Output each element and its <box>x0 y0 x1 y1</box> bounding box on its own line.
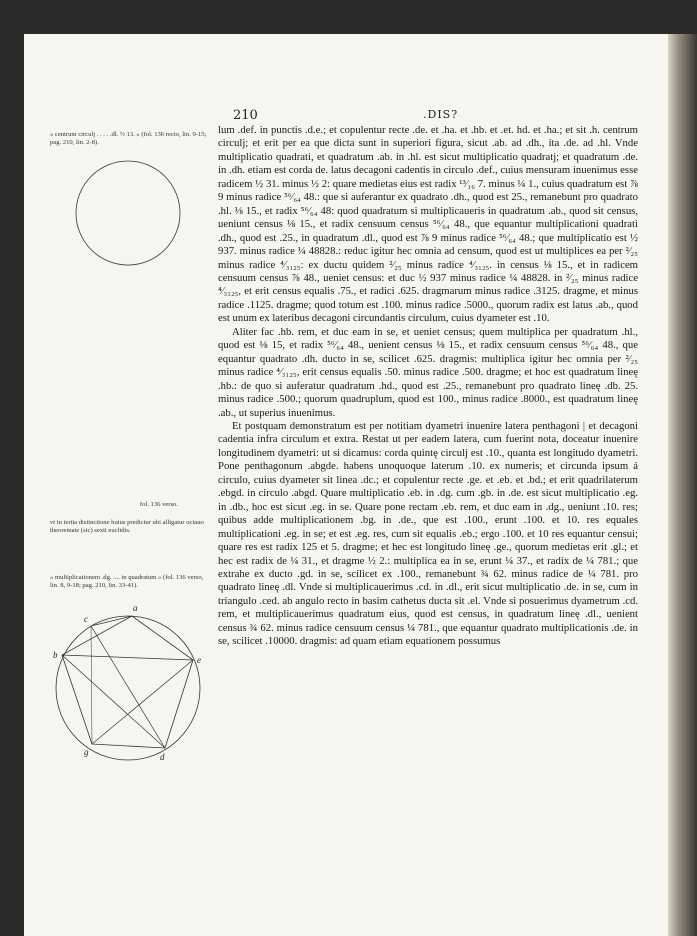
label-g: g <box>84 747 89 757</box>
main-text-body <box>218 124 638 649</box>
margin-note-3: vt in tertia distinctione huius predictur ubi alligatur octauo theoremate (sic) sexti euclidis. <box>50 519 204 535</box>
label-c: c <box>84 614 88 624</box>
paragraph-3: Et postquam demonstratum est per notitiam dyametri inuenire latera penthagoni | et decagoni cadentia infra circulum et extra. Restat ut per eadem latera, cum fuerint nota, doceatur inuenire longitudinem dyametri: ut si dicamus: corda quintę circulj est .10., quanta est longitudo dyametri. Pone penthagonum .abgde. habens unoquoque laterum .10. ex numeris; et circunda ipsum á circulo, cuius dyameter sit linea .dc.; et copulentur recte .ge. et .eb. et .bd.; et erit quadrilaterum .ebgd. in circulo .abgd. Quare multiplicatio .eb. in .dg. cum .gb. in .de. est sicut multiplicatio .eg. in .db., hoc est sicut .eg. in se. Quare pone rectam .eb. rem, et duc eam in .dg., ueniunt .10. res; quibus adde multiplicationem .bg. in .de., que est .100., erunt .100. et 10. res equales multiplicationi .eg. in se; et est .eg. res, cum sit equalis .eb.; ergo .100. et 10 res equantur censui; quare res est radix 125 et 5. dragme; et hec est longitudo lineę .ge., quorum medietas erit .gl.; et hec est radix de ¼ 31., et dragme ½ 2.: multiplica ea in se, erunt ¼ 37., et radix de ¼ 781.; que extrahe ex ducto .gd. in se, scilicet ex .100., remanebunt ¾ 62. minus radice de ¼ 781. pro quadrato lineę .dl. Vnde si multiplicauerimus .cd. in .dl., erit sicut multiplicatio .de. in se, cum in triangulo .ced. ab angulo recto in basim cathetus ducta sit .el. Vnde si posuerimus dyametrum .cd. rem, et multiplicauerimus quadratum eius, quod est census, in quadratum lineę .dl., uenient census ¾ 62. minus radice censuum census ¼ 781., que equantur quadrato multiplicationis .de. in se, scilicet .10000. dragmis: ad quam etiam equationem possumus <box>218 419 638 648</box>
label-d: d <box>160 752 165 762</box>
paragraph-1: lum .def. in punctis .d.e.; et copulentur recte .de. et .ha. et .hb. et .et. hd. et .ha.; et sit .h. centrum circulj; et erit per ea que dicta sunt in superiori figura, sicut .ab. ad .dh., ita .de. ad .hl. Vnde multiplicatio quadrati, et quadratum .ab. in .hl. est sicut multiplicatio quadratj; et quadratum .de. in .dh. etiam est corda de. latus decagoni cadentis in circulo .def., cuius mensuram inuenimus esse radicem ½ 31. minus ½ 2: quare medietas eius est radix ¹³⁄₁₆ 7. minus ¼ 1., cuius quadratum est ⅞ 9 minus radice ⁵⁶⁄₆₄ 48.: que si auferantur ex quadrato .dh., quod est 25., remanebunt pro quadrato .hl. ⅛ 15., et radix ⁵⁶⁄₆₄ 48: quod quadratum si multiplicaueris in quadratum .ab., quod sit census, ueniunt census ⅛ 15., et radix censuum census ⁵⁶⁄₆₄ 48., que equantur multiplicationi quadrati .dh., quod est .25., in quadratum .dl., quod est ⅞ 9 minus radice ⁵⁶⁄₆₄ 48.; que multiplicatio est ½ 937. minus radice ¼ 48828.: reduc igitur hec omnia ad censum, quod est ut multiplices ea per ²⁄₂₅ minus radice ⁴⁄₃₁₂₅: ex ductu quidem ²⁄₂₅ minus radice ⁴⁄₃₁₂₅. in census ⅛ 15., et in radicem censuum census ⅞ 48., ueniet census: et duc ½ 937 minus radice ¼ 48828. in ²⁄₂₅ minus radice ⁴⁄₃₁₂₅, et erit census equalis .75., et radici .625. dragmarum minus radice .3125. dragme, et minus radice .1125. dragme; quod totum est .100. minus radice .5000., quorum radix est latus .ab., quod est unum ex lateribus decagoni circundantis circulum, cuius dyameter est .10. <box>218 124 638 325</box>
chord-eb <box>62 655 193 660</box>
margin-note-1: » centrum circulj . . . . .dl. ½ 13. » (fol. 136 recto, lin. 9-15; pag. 210, lin. 2-8). <box>50 131 207 147</box>
pentagon-circumcircle <box>56 616 200 760</box>
chord-gc <box>91 626 92 744</box>
page-number: 210 <box>233 108 258 123</box>
chord-ac <box>91 616 132 626</box>
paragraph-2: Aliter fac .hb. rem, et duc eam in se, et ueniet census; quem multiplica per quadratum .hl., quod est ⅛ 15, et radix ⁵⁶⁄₆₄ 48., uenient census ⅛ 15., et radix censuum census ⁵⁶⁄₆₄ 48., que equantur quadrato .dh. ducto in se, scilicet .625. dragmis: multiplica igitur hec omnia per ²⁄₂₅ minus radice ⁴⁄₃₁₂₅, erit census equalis .50. minus radice .500. dragme; et hoc est quadratum lineę .hb.: de quo si auferatur quadratum .hd., quod est .25., remanebunt pro quadrato lineę .db. 25. minus radice .500.; quorum quadruplum, quod est 100., minus radice .8000., est quadratum lineę .ab., ut superius inuenimus. <box>218 325 638 419</box>
running-title: .DIS? <box>423 108 459 121</box>
chord-ge <box>92 660 193 744</box>
label-b: b <box>53 650 58 660</box>
margin-note-2: fol. 136 verso. <box>139 501 178 508</box>
label-a: a <box>133 603 138 613</box>
pentagon-outline <box>62 616 193 748</box>
label-e: e <box>197 655 201 665</box>
margin-note-4: » multiplicationem .dg. .... in quadratum » (fol. 136 verso, lin. 8, 9-18; pag. 210, lin. 33-41). <box>50 574 204 590</box>
diameter-dc <box>91 626 165 748</box>
